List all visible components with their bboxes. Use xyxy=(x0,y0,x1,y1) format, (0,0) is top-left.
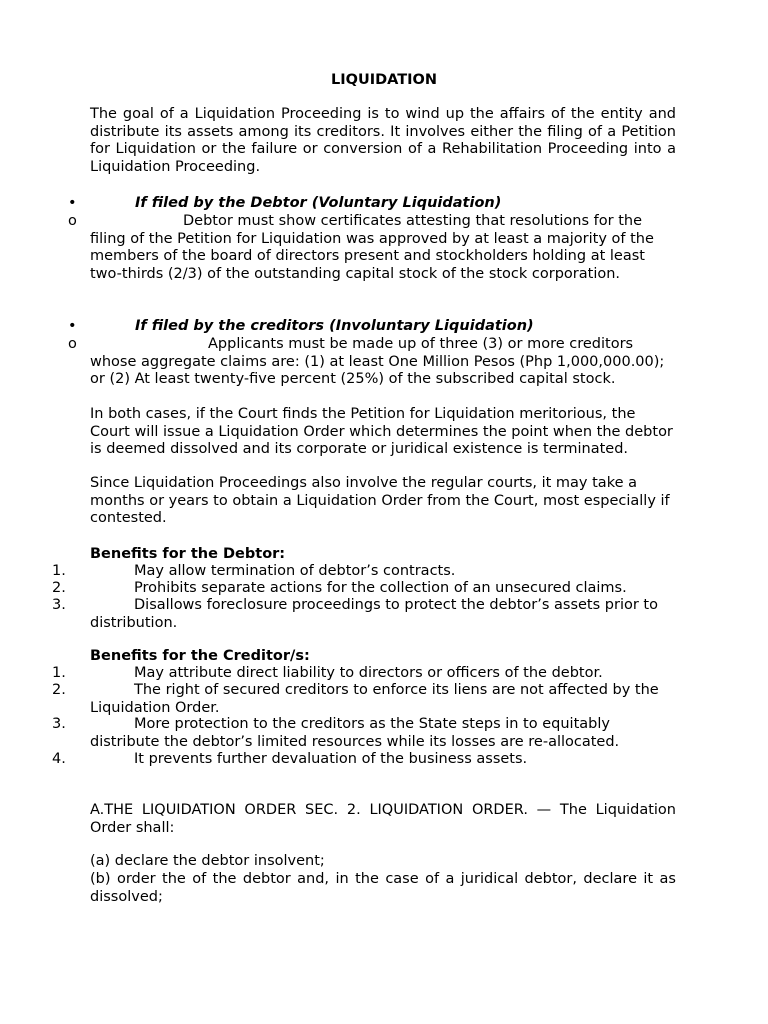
list-item-text: Prohibits separate actions for the collection of an unsecured claims. xyxy=(134,580,627,596)
circle-marker: o xyxy=(68,213,77,229)
bullet-marker: • xyxy=(68,318,77,334)
list-number: 3. xyxy=(52,597,66,613)
voluntary-paragraph xyxy=(90,213,676,283)
section-a-paragraph: A.THE LIQUIDATION ORDER SEC. 2. LIQUIDATION ORDER. — The Liquidation Order shall: xyxy=(90,802,676,836)
document-title: LIQUIDATION xyxy=(330,72,437,88)
both-cases-paragraph: In both cases, if the Court finds the Petition for Liquidation meritorious, the Court will issue a Liquidation Order which determines the point when the debtor is deemed dissolved and its corporate or juridical existence is terminated. xyxy=(90,406,673,457)
list-item xyxy=(90,716,676,751)
since-paragraph: Since Liquidation Proceedings also involve the regular courts, it may take a months or years to obtain a Liquidation Order from the Court, most especially if contested. xyxy=(90,475,670,526)
list-item-text: Disallows foreclosure proceedings to protect the debtor’s assets prior to distribution. xyxy=(90,597,658,631)
list-number: 3. xyxy=(52,716,66,732)
list-item xyxy=(90,597,676,632)
list-item-text: It prevents further devaluation of the business assets. xyxy=(134,751,528,767)
list-item xyxy=(90,580,676,598)
list-number: 2. xyxy=(52,580,66,596)
bullet-marker: • xyxy=(68,195,77,211)
list-item xyxy=(90,682,676,717)
voluntary-text: Debtor must show certificates attesting that resolutions for the filing of the Petition for Liquidation was approved by at least a majority of the members of the board of directors present and stockholders holding at least two-thirds (2/3) of the outstanding capital stock of the stock corporation. xyxy=(90,213,654,282)
item-b: (b) order the of the debtor and, in the case of a juridical debtor, declare it as dissolved; xyxy=(90,871,676,905)
item-a: (a) declare the debtor insolvent; xyxy=(90,853,325,869)
list-item-text: May attribute direct liability to directors or officers of the debtor. xyxy=(134,665,603,681)
list-item xyxy=(90,665,676,683)
list-number: 2. xyxy=(52,682,66,698)
list-item-text: More protection to the creditors as the State steps in to equitably distribute the debtor’s limited resources while its losses are re-allocated. xyxy=(90,716,620,750)
list-item xyxy=(90,751,676,769)
involuntary-paragraph xyxy=(90,336,676,389)
list-number: 4. xyxy=(52,751,66,767)
voluntary-heading: If filed by the Debtor (Voluntary Liquidation) xyxy=(135,195,502,211)
benefits-creditor-heading: Benefits for the Creditor/s: xyxy=(90,648,310,664)
list-number: 1. xyxy=(52,563,66,579)
list-number: 1. xyxy=(52,665,66,681)
involuntary-text: Applicants must be made up of three (3) or more creditors whose aggregate claims are: (1) at least One Million Pesos (Php 1,000,000.00); or (2) At least twenty-five percent (25%) of the subscribed capital stock. xyxy=(90,336,665,387)
circle-marker: o xyxy=(68,336,77,352)
involuntary-heading: If filed by the creditors (Involuntary Liquidation) xyxy=(135,318,534,334)
intro-paragraph: The goal of a Liquidation Proceeding is to wind up the affairs of the entity and distribute its assets among its creditors. It involves either the filing of a Petition for Liquidation or the failure or conversion of a Rehabilitation Proceeding into a Liquidation Proceeding. xyxy=(90,106,676,175)
list-item-text: May allow termination of debtor’s contracts. xyxy=(134,563,456,579)
list-item xyxy=(90,563,676,581)
benefits-debtor-heading: Benefits for the Debtor: xyxy=(90,546,286,562)
list-item-text: The right of secured creditors to enforce its liens are not affected by the Liquidation Order. xyxy=(90,682,659,716)
